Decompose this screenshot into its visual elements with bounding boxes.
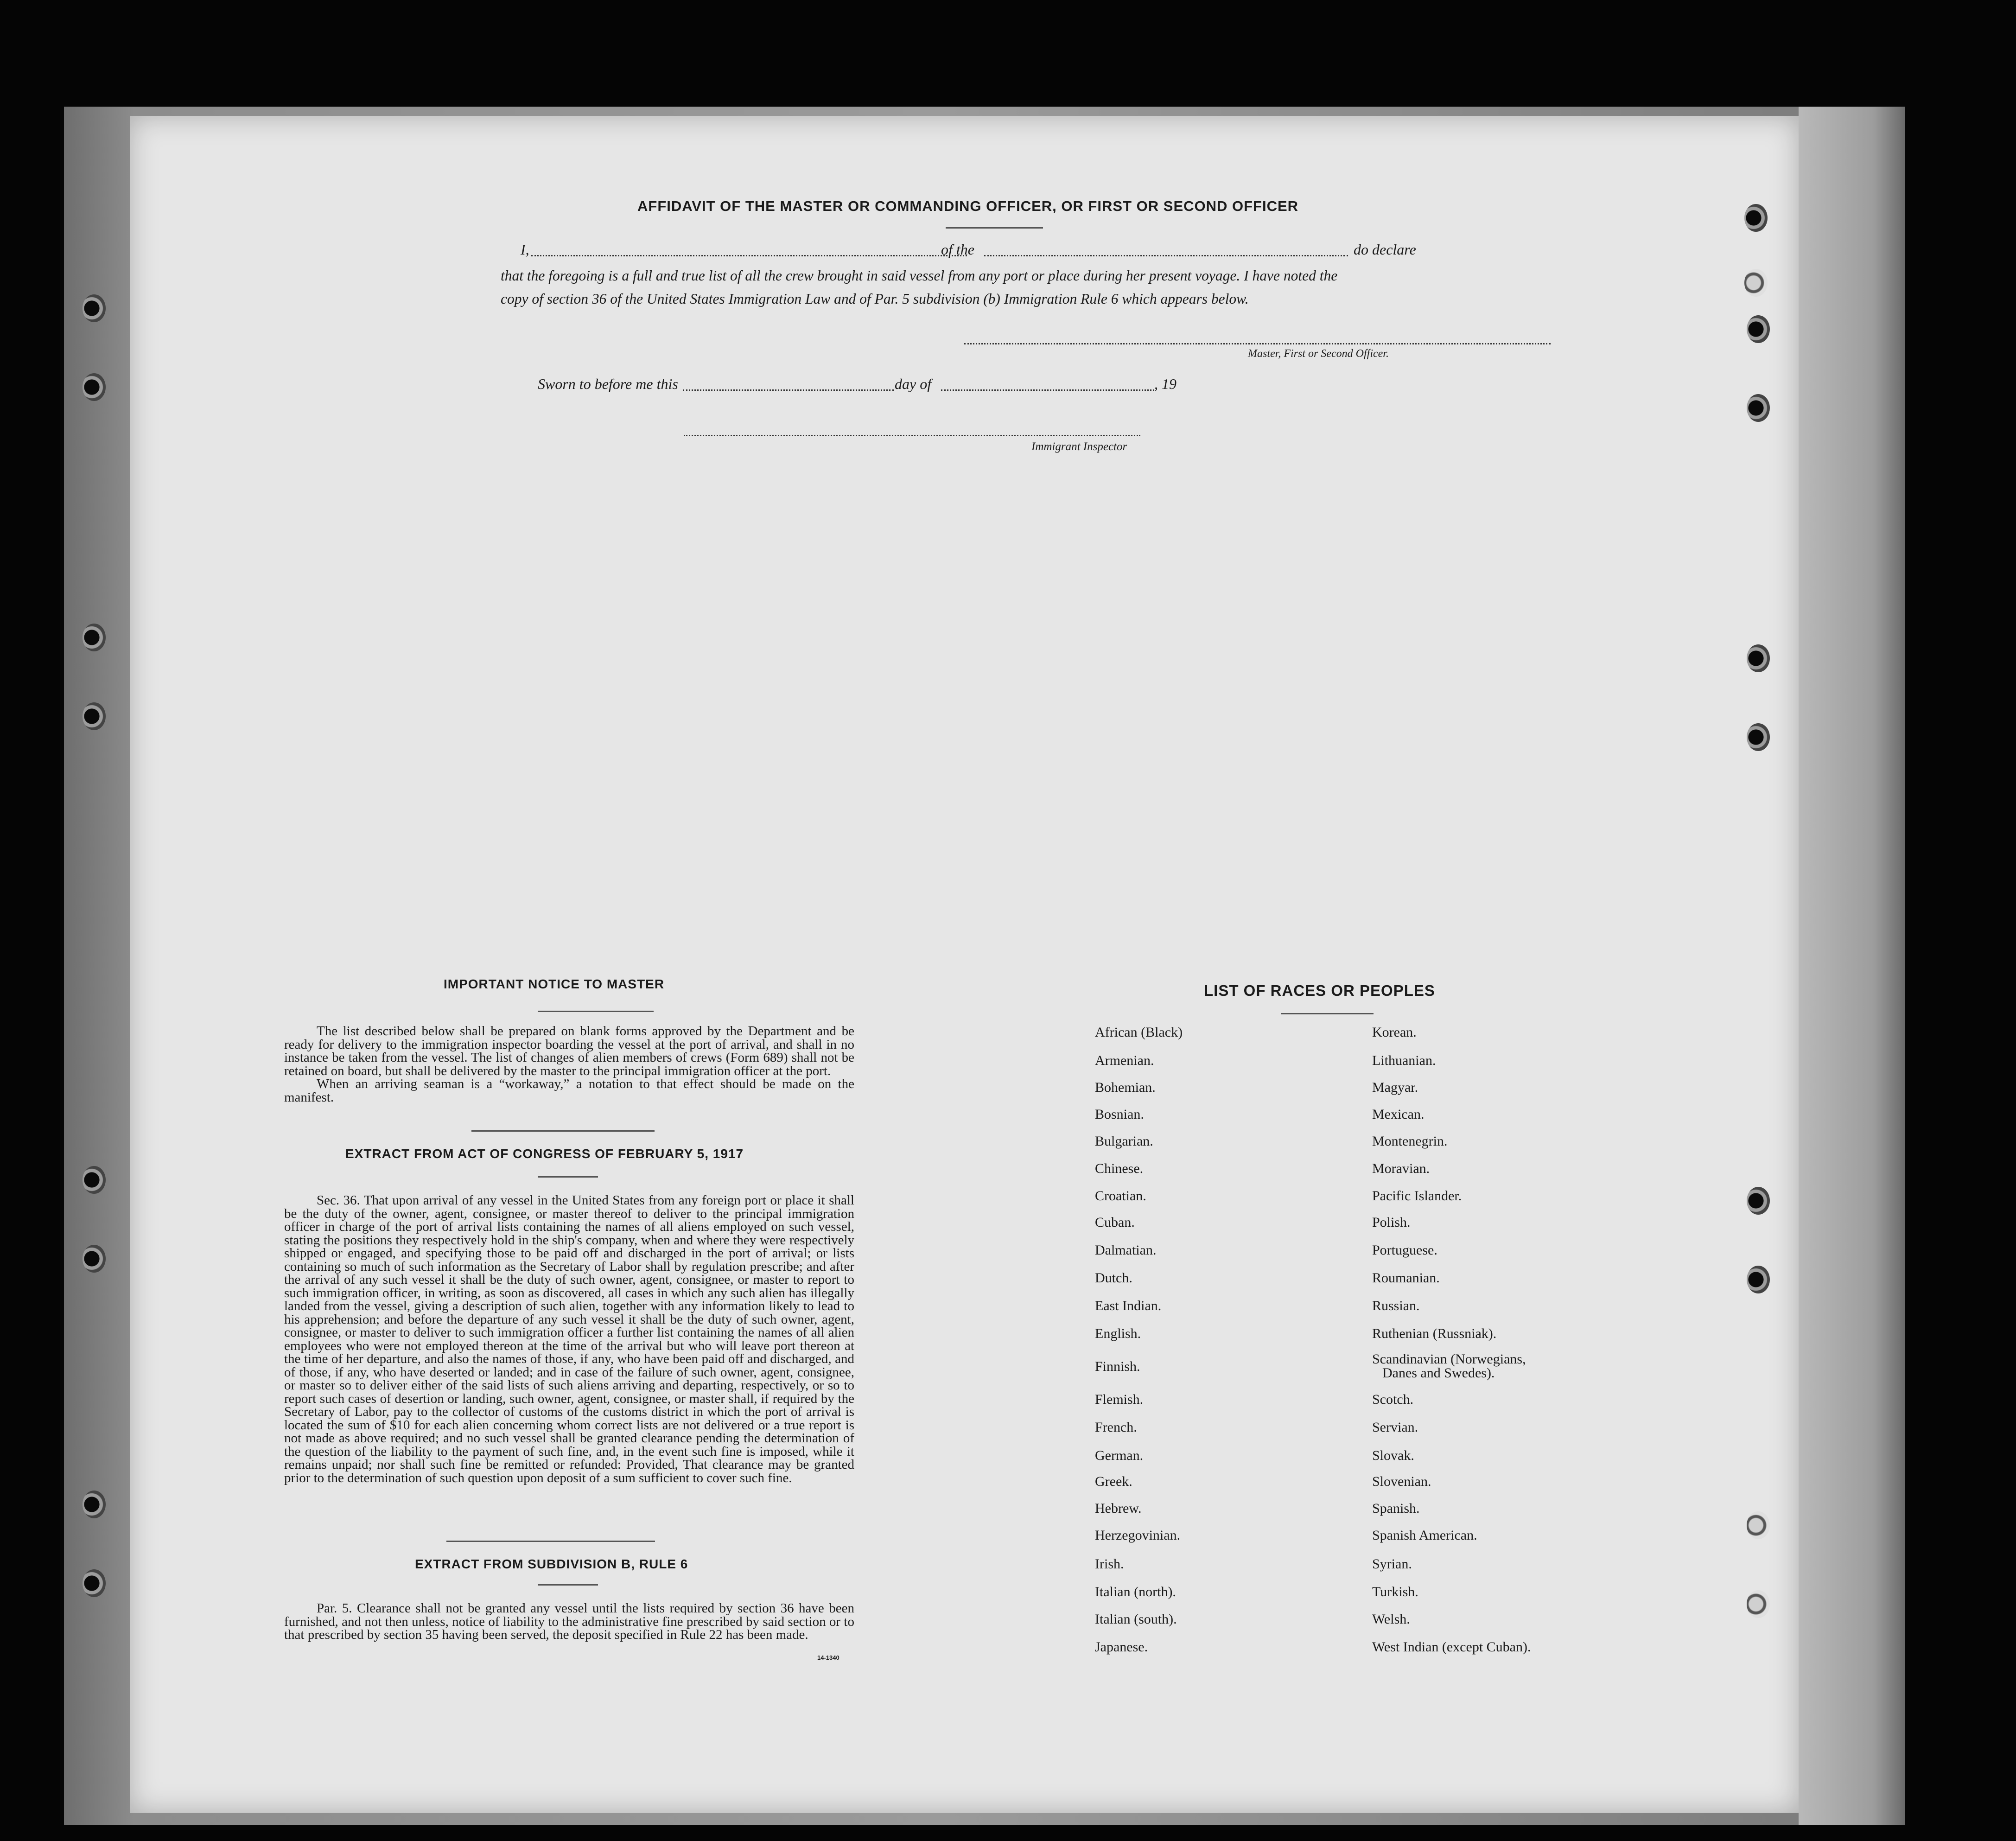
binder-hole	[1747, 315, 1770, 343]
notice-paragraph-1: The list described below shall be prepared on blank forms approved by the Department and be ready for delivery to the immigration inspector boarding the vessel at the port of arrival, and shall in no instance be taken from the vessel. The list of changes of alien members of crews (Form 689) shall not be retained on board, but shall be delivered by the master to the principal immigration officer at the port.	[284, 1024, 854, 1078]
binder-hole	[1747, 394, 1770, 422]
binder-hole	[1747, 1187, 1770, 1215]
affidavit-line3: copy of section 36 of the United States Immigration Law and of Par. 5 subdivision (b) Immigration Rule 6 which appears below.	[501, 291, 1249, 307]
binder-hole	[83, 373, 106, 401]
race-item: Turkish.	[1372, 1584, 1418, 1599]
race-item: Portuguese.	[1372, 1242, 1437, 1258]
extract1-title: EXTRACT FROM ACT OF CONGRESS OF FEBRUARY 5, 1917	[345, 1147, 744, 1161]
race-item: English.	[1095, 1326, 1141, 1341]
race-item: Irish.	[1095, 1556, 1124, 1572]
document-page	[130, 116, 1799, 1813]
binder-hole	[1747, 644, 1770, 672]
affidavit-line1-start: I,	[521, 241, 529, 258]
race-item: Mexican.	[1372, 1107, 1425, 1122]
race-item: Syrian.	[1372, 1556, 1412, 1572]
binder-hole	[83, 1491, 106, 1518]
binder-hole	[1747, 723, 1770, 751]
race-item: Dutch.	[1095, 1270, 1132, 1286]
race-item: Bosnian.	[1095, 1107, 1144, 1122]
backing-sheet-edge	[1799, 107, 1905, 1825]
binder-hole	[83, 702, 106, 730]
race-item: Bulgarian.	[1095, 1134, 1153, 1149]
race-item: Lithuanian.	[1372, 1053, 1436, 1068]
race-item: Greek.	[1095, 1474, 1132, 1489]
race-item: Ruthenian (Russniak).	[1372, 1326, 1497, 1341]
race-item: French.	[1095, 1420, 1137, 1435]
extract2-title: EXTRACT FROM SUBDIVISION B, RULE 6	[415, 1557, 688, 1571]
binder-hole	[1744, 204, 1768, 232]
race-item: Scandinavian (Norwegians,	[1372, 1351, 1526, 1367]
race-item: African (Black)	[1095, 1025, 1183, 1040]
race-item: Slovenian.	[1372, 1474, 1431, 1489]
sworn-day-label: day of	[895, 376, 932, 392]
race-item: Magyar.	[1372, 1080, 1418, 1095]
race-item: Pacific Islander.	[1372, 1188, 1462, 1204]
affidavit-line2: that the foregoing is a full and true list of all the crew brought in said vessel from any port or place during her present voyage. I have noted the	[501, 268, 1338, 284]
vessel-name-field[interactable]	[984, 255, 1348, 256]
divider	[538, 1011, 654, 1012]
form-number: 14-1340	[817, 1654, 839, 1661]
race-item: Flemish.	[1095, 1392, 1144, 1407]
extract1-text: Sec. 36. That upon arrival of any vessel in the United States from any foreign port or place it shall be the duty of the owner, agent, consignee, or master thereof to deliver to the principal immigration officer in charge of the port of arrival lists containing the names of all aliens employed on such vessel, stating the positions they respectively hold in the ship's company, when and where they were respectively shipped or engaged, and specifying those to be paid off and discharged in the port of arrival; or lists containing so much of such information as the Secretary of Labor shall by regulation prescribe; and after the arrival of any such vessel it shall be the duty of such owner, agent, consignee, or master to report to such immigration officer, in writing, as soon as discovered, all cases in which any such alien has illegally landed from the vessel, giving a description of such alien, together with any information likely to lead to his apprehension; and before the departure of any such vessel it shall be the duty of such owner, agent, consignee, or master to deliver to such immigration officer a further list containing the names of all alien employees who were not employed thereon at the time of the arrival but who will leave port thereon at the time of her departure, and also the names of those, if any, who have been paid off and discharged, and of those, if any, who have deserted or landed; and in case of the failure of such owner, agent, consignee, or master so to deliver either of the said lists of such aliens arriving and departing, respectively, or so to report such cases of desertion or landing, such owner, agent, consignee, or master shall, if required by the Secretary of Labor, pay to the collector of customs of the customs district in which the port of arrival is located the sum of $10 for each alien concerning whom correct lists are not delivered or a true report is not made as above required; and no such vessel shall be granted clearance pending the determination of the question of the liability to the payment of such fine, and, in the event such fine is imposed, while it remains unpaid; nor shall such fine be remitted or refunded: Provided, That clearance may be granted prior to the determination of such question upon deposit of a sum sufficient to cover such fine.	[284, 1193, 854, 1485]
binder-hole	[1747, 1266, 1770, 1293]
race-item: Chinese.	[1095, 1161, 1144, 1176]
race-item: East Indian.	[1095, 1298, 1162, 1313]
race-item: Italian (south).	[1095, 1612, 1177, 1627]
race-item: Danes and Swedes).	[1382, 1365, 1495, 1381]
binder-hole	[83, 1166, 106, 1194]
master-signature-field[interactable]	[964, 343, 1551, 344]
race-item: Spanish American.	[1372, 1528, 1477, 1543]
divider	[471, 1130, 655, 1132]
signature-caption: Master, First or Second Officer.	[1248, 348, 1389, 360]
notice-body	[284, 1025, 854, 1104]
affidavit-line1-mid: of the	[941, 241, 974, 258]
race-item: Japanese.	[1095, 1639, 1148, 1655]
sworn-label: Sworn to before me this	[538, 376, 678, 392]
sworn-year-label: , 19	[1154, 376, 1177, 392]
extract1-body	[284, 1194, 854, 1484]
binder-hole	[83, 624, 106, 651]
race-item: Korean.	[1372, 1025, 1417, 1040]
inspector-caption: Immigrant Inspector	[1031, 440, 1127, 453]
race-item: Montenegrin.	[1372, 1134, 1448, 1149]
notice-paragraph-2: When an arriving seaman is a “workaway,” a notation to that effect should be made on the manifest.	[284, 1077, 854, 1105]
race-item: Croatian.	[1095, 1188, 1146, 1204]
race-item: Scotch.	[1372, 1392, 1414, 1407]
divider	[446, 1541, 655, 1542]
sworn-date-field[interactable]	[683, 389, 894, 391]
master-name-field[interactable]	[531, 255, 967, 256]
extract2-text: Par. 5. Clearance shall not be granted any vessel until the lists required by section 36 have been furnished, and not then unless, notice of liability to the administrative fine prescribed by said section or to that prescribed by section 35 having been served, the deposit specified in Rule 22 has been made.	[284, 1601, 854, 1642]
divider	[538, 1176, 598, 1178]
binder-hole	[1747, 1511, 1770, 1539]
race-item: Italian (north).	[1095, 1584, 1176, 1599]
race-item: Finnish.	[1095, 1359, 1140, 1374]
binder-hole	[83, 294, 106, 322]
race-item: Polish.	[1372, 1215, 1411, 1230]
race-item: Bohemian.	[1095, 1080, 1156, 1095]
race-item: Cuban.	[1095, 1215, 1135, 1230]
race-item: Moravian.	[1372, 1161, 1430, 1176]
extract2-body	[284, 1602, 854, 1642]
race-item: Herzegovinian.	[1095, 1528, 1181, 1543]
race-item: Dalmatian.	[1095, 1242, 1157, 1258]
affidavit-line1-end: do declare	[1354, 241, 1416, 258]
race-item: Slovak.	[1372, 1448, 1414, 1463]
binder-hole	[83, 1569, 106, 1597]
race-item: Armenian.	[1095, 1053, 1154, 1068]
inspector-signature-field[interactable]	[684, 435, 1140, 436]
binder-hole	[1747, 1590, 1770, 1618]
notice-title: IMPORTANT NOTICE TO MASTER	[444, 977, 665, 991]
races-title: LIST OF RACES OR PEOPLES	[1204, 982, 1435, 999]
affidavit-title: AFFIDAVIT OF THE MASTER OR COMMANDING OFFICER, OR FIRST OR SECOND OFFICER	[637, 198, 1299, 214]
race-item: Hebrew.	[1095, 1501, 1142, 1516]
race-item: Spanish.	[1372, 1501, 1420, 1516]
sworn-month-field[interactable]	[941, 389, 1154, 391]
race-item: Russian.	[1372, 1298, 1420, 1313]
divider	[946, 227, 1043, 229]
race-item: Roumanian.	[1372, 1270, 1440, 1286]
binder-hole	[1744, 269, 1768, 297]
race-item: West Indian (except Cuban).	[1372, 1639, 1531, 1655]
race-item: Welsh.	[1372, 1612, 1410, 1627]
race-item: German.	[1095, 1448, 1144, 1463]
race-item: Servian.	[1372, 1420, 1418, 1435]
divider	[538, 1584, 598, 1586]
divider	[1281, 1013, 1374, 1014]
binder-hole	[83, 1245, 106, 1273]
